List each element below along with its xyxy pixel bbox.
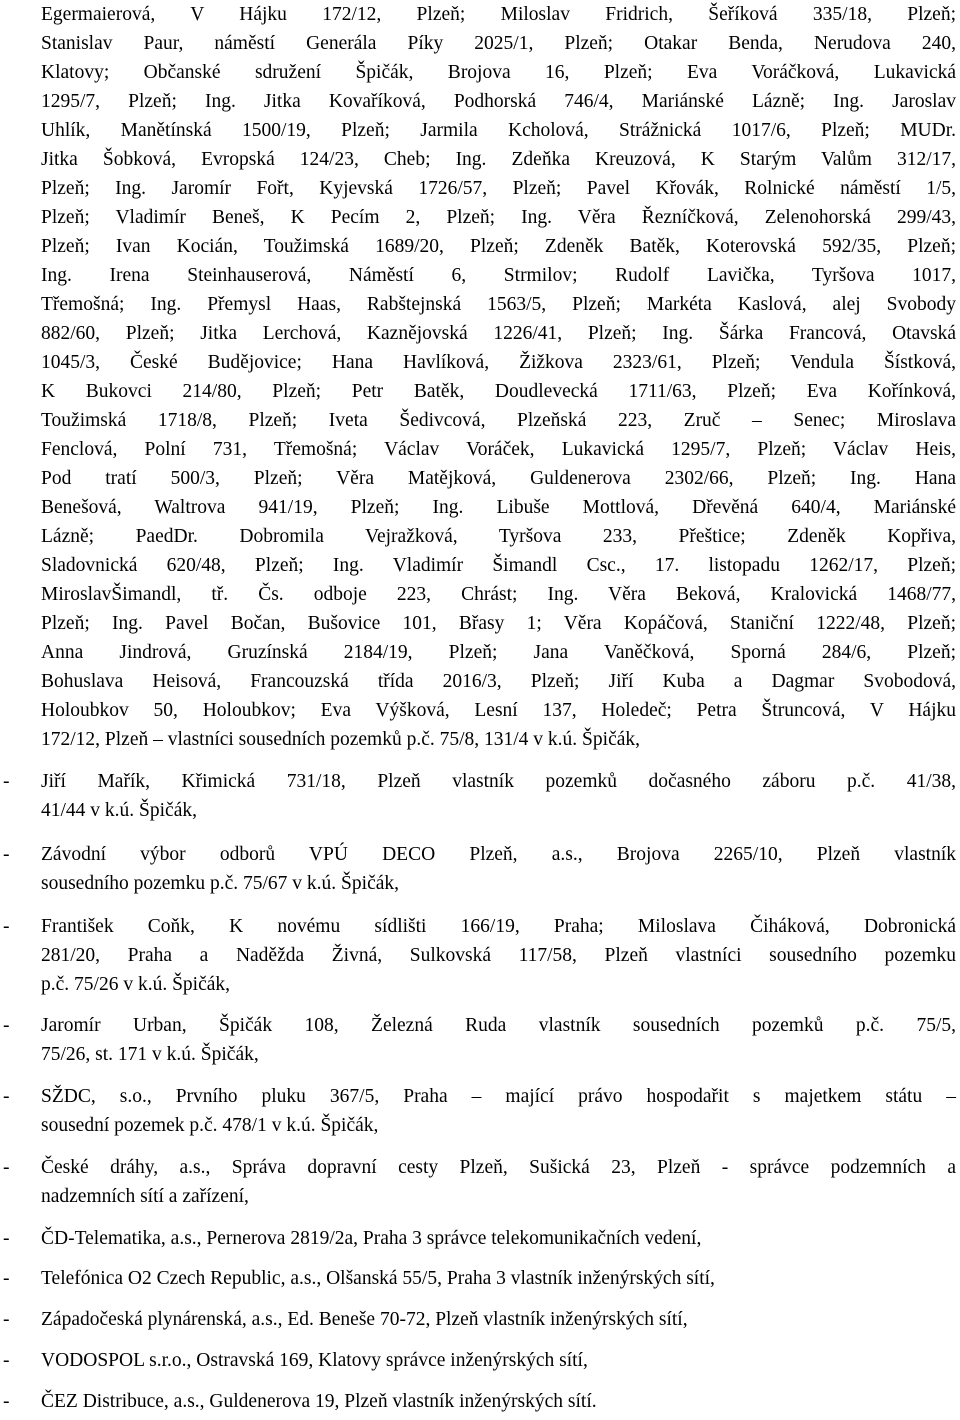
list-item-line: 75/26, st. 171 v k.ú. Špičák, [41,1044,259,1065]
paragraph-line: Benešová, Waltrova 941/19, Plzeň; Ing. Libuše Mottlová, Dřevěná 640/4, Mariánské [41,497,956,518]
list-dash: - [3,1268,10,1289]
list-item-line: Jiří Mařík, Křimická 731/18, Plzeň vlastník pozemků dočasného záboru p.č. 41/38, [41,771,956,792]
paragraph-line: Uhlík, Manětínská 1500/19, Plzeň; Jarmila Kcholová, Strážnická 1017/6, Plzeň; MUDr. [41,120,956,141]
paragraph-line: Stanislav Paur, náměstí Generála Píky 2025/1, Plzeň; Otakar Benda, Nerudova 240, [41,33,956,54]
list-item-line: ČEZ Distribuce, a.s., Guldenerova 19, Plzeň vlastník inženýrských sítí. [41,1391,597,1412]
list-item-line: Závodní výbor odborů VPÚ DECO Plzeň, a.s., Brojova 2265/10, Plzeň vlastník [41,844,956,865]
paragraph-line: Egermaierová, V Hájku 172/12, Plzeň; Miloslav Fridrich, Šeříková 335/18, Plzeň; [41,4,956,25]
list-dash: - [3,916,10,937]
paragraph-line: Plzeň; Vladimír Beneš, K Pecím 2, Plzeň; Ing. Věra Řezníčková, Zelenohorská 299/43, [41,207,956,228]
list-dash: - [3,1309,10,1330]
list-item-line: ČD-Telematika, a.s., Pernerova 2819/2a, Praha 3 správce telekomunikačních vedení, [41,1228,702,1249]
paragraph-line: Bohuslava Heisová, Francouzská třída 2016/3, Plzeň; Jiří Kuba a Dagmar Svobodová, [41,671,956,692]
paragraph-line: 172/12, Plzeň – vlastníci sousedních pozemků p.č. 75/8, 131/4 v k.ú. Špičák, [41,729,641,750]
list-item-line: 41/44 v k.ú. Špičák, [41,800,197,821]
list-item-line: Západočeská plynárenská, a.s., Ed. Beneše 70-72, Plzeň vlastník inženýrských sítí, [41,1309,688,1330]
paragraph-line: Lázně; PaedDr. Dobromila Vejražková, Tyršova 233, Přeštice; Zdeněk Kopřiva, [41,526,956,547]
list-dash: - [3,1157,10,1178]
paragraph-line: Pod tratí 500/3, Plzeň; Věra Matějková, Guldenerova 2302/66, Plzeň; Ing. Hana [41,468,956,489]
paragraph-line: Jitka Šobková, Evropská 124/23, Cheb; Ing. Zdeňka Kreuzová, K Starým Valům 312/17, [41,149,956,170]
paragraph-line: Anna Jindrová, Gruzínská 2184/19, Plzeň; Jana Vaněčková, Sporná 284/6, Plzeň; [41,642,956,663]
paragraph-line: Sladovnická 620/48, Plzeň; Ing. Vladimír Šimandl Csc., 17. listopadu 1262/17, Plzeň; [41,555,956,576]
list-item-line: František Coňk, K novému sídlišti 166/19, Praha; Miloslava Čiháková, Dobronická [41,916,956,937]
paragraph-line: Holoubkov 50, Holoubkov; Eva Výšková, Lesní 137, Holedeč; Petra Štruncová, V Hájku [41,700,956,721]
paragraph-line: Plzeň; Ing. Pavel Bočan, Bušovice 101, Břasy 1; Věra Kopáčová, Staniční 1222/48, Plzeň; [41,613,956,634]
list-item-line: SŽDC, s.o., Prvního pluku 367/5, Praha – mající právo hospodařit s majetkem státu – [41,1086,956,1107]
list-dash: - [3,1228,10,1249]
list-item-line: Jaromír Urban, Špičák 108, Železná Ruda vlastník sousedních pozemků p.č. 75/5, [41,1015,956,1036]
paragraph-line: Ing. Irena Steinhauserová, Náměstí 6, Strmilov; Rudolf Lavička, Tyršova 1017, [41,265,956,286]
paragraph-line: Plzeň; Ing. Jaromír Fořt, Kyjevská 1726/57, Plzeň; Pavel Křovák, Rolnické náměstí 1/5, [41,178,956,199]
list-dash: - [3,1015,10,1036]
list-item-line: nadzemních sítí a zařízení, [41,1186,249,1207]
paragraph-line: Toužimská 1718/8, Plzeň; Iveta Šedivcová, Plzeňská 223, Zruč – Senec; Miroslava [41,410,956,431]
paragraph-line: 1295/7, Plzeň; Ing. Jitka Kovaříková, Podhorská 746/4, Mariánské Lázně; Ing. Jaroslav [41,91,956,112]
paragraph-line: Fenclová, Polní 731, Třemošná; Václav Voráček, Lukavická 1295/7, Plzeň; Václav Heis, [41,439,956,460]
paragraph-line: MiroslavŠimandl, tř. Čs. odboje 223, Chrást; Ing. Věra Beková, Kralovická 1468/77, [41,584,956,605]
list-dash: - [3,844,10,865]
list-item-line: České dráhy, a.s., Správa dopravní cesty Plzeň, Sušická 23, Plzeň - správce podzemních a [41,1157,956,1178]
list-dash: - [3,1350,10,1371]
paragraph-line: 1045/3, České Budějovice; Hana Havlíková, Žižkova 2323/61, Plzeň; Vendula Šístková, [41,352,956,373]
list-dash: - [3,1391,10,1412]
paragraph-line: 882/60, Plzeň; Jitka Lerchová, Kaznějovská 1226/41, Plzeň; Ing. Šárka Francová, Otavská [41,323,956,344]
list-dash: - [3,771,10,792]
list-item-line: p.č. 75/26 v k.ú. Špičák, [41,974,231,995]
paragraph-line: K Bukovci 214/80, Plzeň; Petr Batěk, Doudlevecká 1711/63, Plzeň; Eva Kořínková, [41,381,956,402]
paragraph-line: Plzeň; Ivan Kocián, Toužimská 1689/20, Plzeň; Zdeněk Batěk, Koterovská 592/35, Plzeň; [41,236,956,257]
list-item-line: Telefónica O2 Czech Republic, a.s., Olšanská 55/5, Praha 3 vlastník inženýrských sítí, [41,1268,715,1289]
paragraph-line: Klatovy; Občanské sdružení Špičák, Brojova 16, Plzeň; Eva Voráčková, Lukavická [41,62,956,83]
list-dash: - [3,1086,10,1107]
list-item-line: 281/20, Praha a Naděžda Živná, Sulkovská 117/58, Plzeň vlastníci sousedního pozemku [41,945,956,966]
list-item-line: VODOSPOL s.r.o., Ostravská 169, Klatovy správce inženýrských sítí, [41,1350,588,1371]
paragraph-line: Třemošná; Ing. Přemysl Haas, Rabštejnská 1563/5, Plzeň; Markéta Kaslová, alej Svobody [41,294,956,315]
list-item-line: sousedního pozemku p.č. 75/67 v k.ú. Špičák, [41,873,399,894]
list-item-line: sousední pozemek p.č. 478/1 v k.ú. Špičák, [41,1115,379,1136]
